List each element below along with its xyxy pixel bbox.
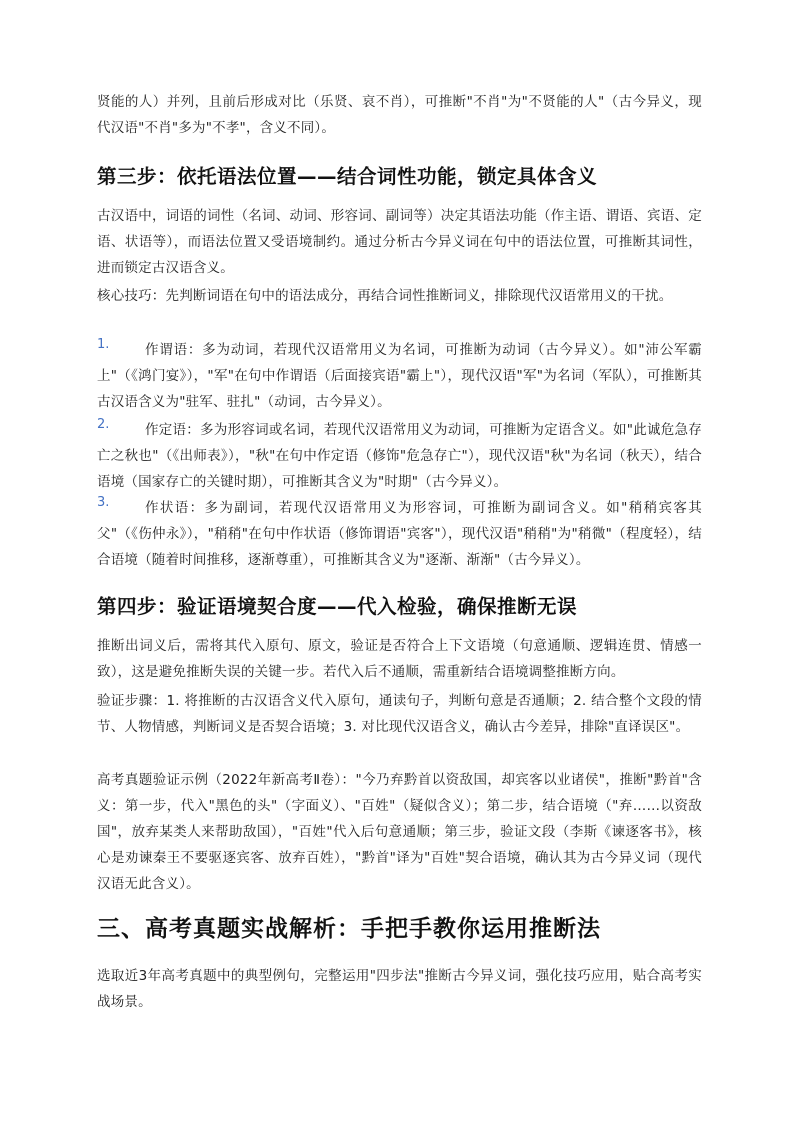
list-item-text: 作谓语：多为动词，若现代汉语常用义为名词，可推断为动词（古今异义）。如"沛公军霸上"（《鸿门宴》），"军"在句中作谓语（后面接宾语"霸上"），现代汉语"军"为名词（军队），可推断其古汉语含义为"驻军、驻扎"（动词，古今异义）。 xyxy=(97,342,702,410)
list-item xyxy=(97,495,702,579)
step4-exam-example: 高考真题验证示例（2022年新高考Ⅱ卷）："今乃弃黔首以资敌国，却宾客以业诸侯"，推断"黔首"含义：第一步，代入"黑色的头"（字面义）、"百姓"（疑似含义）；第二步，结合语境（"弃……以资敌国"，放弃某类人来帮助敌国），"百姓"代入后句意通顺；第三步，验证文段（李斯《谏逐客书》，核心是劝谏秦王不要驱逐宾客、放弃百姓），"黔首"译为"百姓"契合语境，确认其为古今异义词（现代汉语无此含义）。 xyxy=(97,772,702,892)
list-item-text: 作状语：多为副词，若现代汉语常用义为形容词，可推断为副词含义。如"稍稍宾客其父"（《伤仲永》），"稍稍"在句中作状语（修饰谓语"宾客"），现代汉语"稍稍"为"稍微"（程度轻），结合语境（随着时间推移，逐渐尊重），可推断其含义为"逐渐、渐渐"（古今异义）。 xyxy=(97,500,702,568)
list-number: 1. xyxy=(97,337,110,352)
continuation-paragraph: 贤能的人）并列，且前后形成对比（乐贤、哀不肖），可推断"不肖"为"不贤能的人"（古今异义，现代汉语"不肖"多为"不孝"，含义不同）。 xyxy=(97,94,702,136)
list-item xyxy=(97,337,702,421)
list-item-text: 作定语：多为形容词或名词，若现代汉语常用义为动词，可推断为定语含义。如"此诚危急存亡之秋也"（《出师表》），"秋"在句中作定语（修饰"危急存亡"），现代汉语"秋"为名词（秋天），结合语境（国家存亡的关键时期），可推断其含义为"时期"（古今异义）。 xyxy=(97,422,702,490)
step3-core-tip: 核心技巧：先判断词语在句中的语法成分，再结合词性推断词义，排除现代汉语常用义的干扰。 xyxy=(97,288,673,304)
step4-intro: 推断出词义后，需将其代入原句、原文，验证是否符合上下文语境（句意通顺、逻辑连贯、情感一致），这是避免推断失误的关键一步。若代入后不通顺，需重新结合语境调整推断方向。 xyxy=(97,638,702,680)
section3-heading: 三、高考真题实战解析：手把手教你运用推断法 xyxy=(97,916,601,942)
list-number: 2. xyxy=(97,417,110,432)
step3-heading: 第三步：依托语法位置——结合词性功能，锁定具体含义 xyxy=(97,165,598,188)
step3-intro: 古汉语中，词语的词性（名词、动词、形容词、副词等）决定其语法功能（作主语、谓语、宾语、定语、状语等），而语法位置又受语境制约。通过分析古今异义词在句中的语法位置，可推断其词性，进而锁定古汉语含义。 xyxy=(97,208,702,276)
section3-intro: 选取近3年高考真题中的典型例句，完整运用"四步法"推断古今异义词，强化技巧应用，贴合高考实战场景。 xyxy=(97,968,702,1010)
list-number: 3. xyxy=(97,495,110,510)
step4-heading: 第四步：验证语境契合度——代入检验，确保推断无误 xyxy=(97,595,578,618)
step4-verify-steps: 验证步骤：1. 将推断的古汉语含义代入原句，通读句子，判断句意是否通顺；2. 结合整个文段的情节、人物情感，判断词义是否契合语境；3. 对比现代汉语含义，确认古今差异，排除"直译误区"。 xyxy=(97,693,702,735)
list-item xyxy=(97,417,702,501)
